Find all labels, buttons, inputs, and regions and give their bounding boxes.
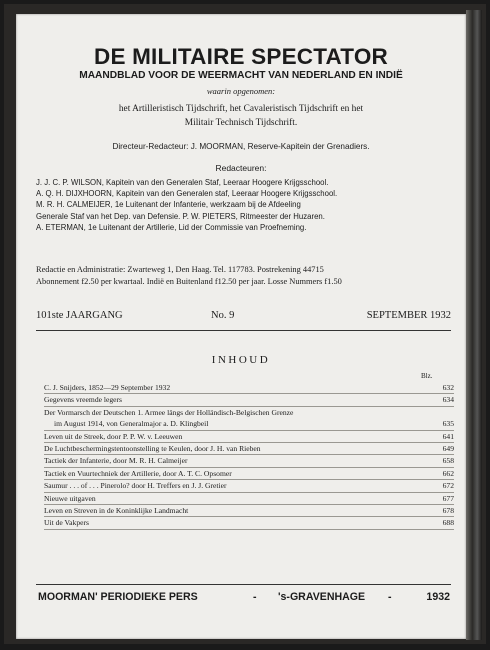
administration-address: Redactie en Administratie: Zwarteweg 1, Den Haag. Tel. 117783. Postrekening 44715 — [36, 265, 324, 274]
toc-page: 677 — [442, 493, 454, 503]
page-column-label: Blz. — [421, 372, 433, 380]
toc-page: 672 — [442, 481, 454, 491]
editor-line: A. ETERMAN, 1e Luitenant der Artillerie, Lid der Commissie van Proefneming. — [36, 222, 307, 232]
issue-info — [36, 310, 451, 324]
toc-title: Tactiek der Infanterie, door M. R. H. Calmeijer — [44, 456, 188, 466]
toc-title: im August 1914, von Generalmajor a. D. Klingbeil — [54, 419, 209, 429]
scan-background — [4, 4, 486, 644]
journal-subtitle: MAANDBLAD VOOR DE WEERMACHT VAN NEDERLAND EN INDIË — [79, 70, 403, 81]
journal-title: DE MILITAIRE SPECTATOR — [94, 44, 388, 69]
toc-title: Tactiek en Vuurtechniek der Artillerie, door A. T. C. Opsomer — [44, 468, 232, 478]
toc-title: De Luchtbeschermingstentoonstelling te Keulen, door J. H. van Rieben — [44, 443, 261, 453]
footer-dash: - — [253, 591, 257, 603]
director-line: Directeur-Redacteur: J. MOORMAN, Reserve-Kapitein der Grenadiers. — [112, 142, 370, 151]
editors-heading: Redacteuren: — [215, 163, 267, 173]
table-of-contents — [44, 382, 454, 530]
footer-dash: - — [388, 591, 392, 603]
toc-entry — [44, 505, 454, 517]
administration-block — [36, 264, 456, 288]
toc-entry — [44, 480, 454, 492]
toc-entry — [44, 431, 454, 443]
toc-page: 634 — [442, 395, 454, 405]
toc-entry — [44, 394, 454, 406]
toc-entry — [44, 382, 454, 394]
subscription-prices: Abonnement f2.50 per kwartaal. Indië en Buitenland f12.50 per jaar. Losse Nummers f1.50 — [36, 277, 342, 286]
cover-page — [16, 14, 466, 639]
toc-page: 632 — [442, 383, 454, 392]
toc-entry — [44, 455, 454, 467]
includes-label: waarin opgenomen: — [206, 86, 276, 96]
editors-list — [36, 177, 451, 233]
volume-label: 101ste JAARGANG — [36, 310, 123, 321]
publisher-name: MOORMAN' PERIODIEKE PERS — [38, 591, 198, 603]
toc-title: Leven en Streven in de Koninklijke Landmacht — [44, 505, 189, 515]
editor-line: J. J. C. P. WILSON, Kapitein van den Generalen Staf, Leeraar Hoogere Krijgsschool. — [36, 178, 329, 187]
divider-rule — [36, 330, 451, 331]
issue-date: SEPTEMBER 1932 — [366, 310, 451, 321]
toc-page: 635 — [442, 419, 454, 429]
toc-entry — [44, 407, 454, 418]
toc-page: 658 — [442, 456, 454, 466]
editor-line: A. Q. H. DIJXHOORN, Kapitein van den Generalen staf, Leeraar Hoogere Krijgsschool. — [36, 189, 338, 199]
editor-line: Generale Staf van het Dep. van Defensie. P. W. PIETERS, Ritmeester der Huzaren. — [36, 211, 325, 221]
toc-page: 678 — [442, 505, 454, 515]
toc-title: Leven uit de Streek, door P. P. W. v. Leeuwen — [44, 431, 183, 441]
editor-line: M. R. H. CALMEIJER, 1e Luitenant der Infanterie, werkzaam bij de Afdeeling — [36, 200, 301, 210]
toc-title: Uit de Vakpers — [44, 518, 89, 528]
toc-entry — [44, 418, 454, 430]
toc-page: 662 — [442, 468, 454, 478]
toc-entry — [44, 517, 454, 529]
contents-heading: INHOUD — [211, 354, 271, 366]
includes-line-2: Militair Technisch Tijdschrift. — [184, 118, 298, 128]
toc-title: Der Vormarsch der Deutschen 1. Armee längs der Holländisch-Belgischen Grenze — [44, 407, 294, 417]
issue-number: No. 9 — [211, 310, 235, 321]
includes-line-1: het Artilleristisch Tijdschrift, het Cavaleristisch Tijdschrift en het — [118, 104, 364, 114]
publication-year: 1932 — [426, 591, 450, 603]
publisher-footer — [38, 591, 450, 605]
toc-title: Saumur . . . of . . . Pinerolo? door H. Treffers en J. J. Gretier — [44, 481, 227, 491]
toc-title: Gegevens vreemde legers — [44, 395, 123, 405]
toc-title: Nieuwe uitgaven — [44, 493, 96, 503]
toc-title: C. J. Snijders, 1852—29 September 1932 — [44, 383, 171, 392]
toc-page: 649 — [442, 443, 454, 453]
toc-entry — [44, 493, 454, 505]
footer-rule — [36, 584, 451, 585]
publisher-city: 's-GRAVENHAGE — [278, 591, 366, 603]
book-spine — [466, 10, 482, 640]
toc-entry — [44, 443, 454, 455]
toc-entry — [44, 468, 454, 480]
toc-page: 641 — [442, 431, 454, 441]
toc-page: 688 — [442, 518, 454, 528]
